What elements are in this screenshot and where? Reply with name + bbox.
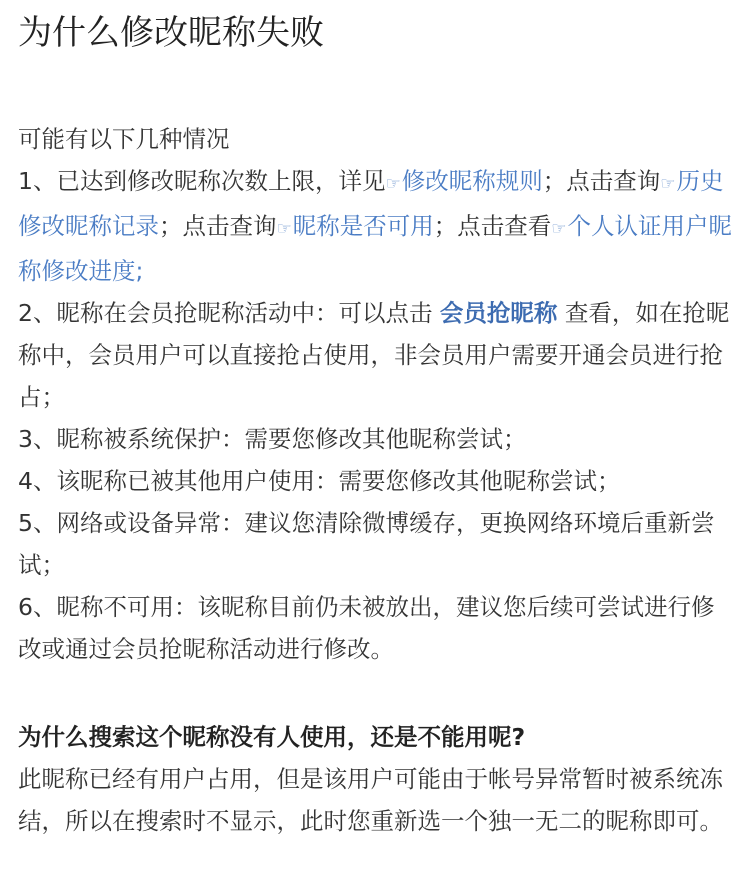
item-1-mid-3: ；点击查看 xyxy=(433,212,552,240)
item-1-prefix: 1、已达到修改昵称次数上限，详见 xyxy=(18,167,386,195)
faq-question: 为什么搜索这个昵称没有人使用，还是不能用呢? xyxy=(18,723,526,751)
list-item-5: 5、网络或设备异常：建议您清除微博缓存，更换网络环境后重新尝试； xyxy=(18,509,715,579)
pointing-hand-icon: ☞ xyxy=(276,219,292,239)
pointing-hand-icon: ☞ xyxy=(551,219,567,239)
link-nickname-available[interactable]: 昵称是否可用 xyxy=(292,212,434,240)
item-2-suffix: 查看，如在抢昵称中，会员用户可以直接抢占使用，非会员用户需要开通会员进行抢占； xyxy=(18,299,730,411)
pointing-hand-icon: ☞ xyxy=(660,174,676,194)
list-item-4: 4、该昵称已被其他用户使用：需要您修改其他昵称尝试； xyxy=(18,467,621,495)
list-item-6: 6、昵称不可用：该昵称目前仍未被放出，建议您后续可尝试进行修改或通过会员抢昵称活动进行修改。 xyxy=(18,593,715,663)
item-2-prefix: 2、昵称在会员抢昵称活动中：可以点击 xyxy=(18,299,440,327)
link-verification-progress[interactable]: 个人认证用户昵称修改进度; xyxy=(18,212,732,285)
faq-answer: 此昵称已经有用户占用，但是该用户可能由于帐号异常暂时被系统冻结，所以在搜索时不显示，此时您重新选一个独一无二的昵称即可。 xyxy=(18,765,723,835)
link-nickname-rules[interactable]: 修改昵称规则 xyxy=(401,167,543,195)
list-item-3: 3、昵称被系统保护：需要您修改其他昵称尝试； xyxy=(18,425,527,453)
link-nickname-history[interactable]: 历史修改昵称记录 xyxy=(18,167,724,240)
list-item-1 xyxy=(18,160,734,292)
item-1-mid-1: ；点击查询 xyxy=(542,167,661,195)
item-1-mid-2: ；点击查询 xyxy=(159,212,277,240)
page-title: 为什么修改昵称失败 xyxy=(18,13,324,53)
reason-list xyxy=(18,160,734,670)
list-item-2 xyxy=(18,292,734,418)
intro-text: 可能有以下几种情况 xyxy=(18,125,230,153)
link-vip-nickname-grab[interactable]: 会员抢昵称 xyxy=(439,299,558,327)
pointing-hand-icon: ☞ xyxy=(385,174,401,194)
